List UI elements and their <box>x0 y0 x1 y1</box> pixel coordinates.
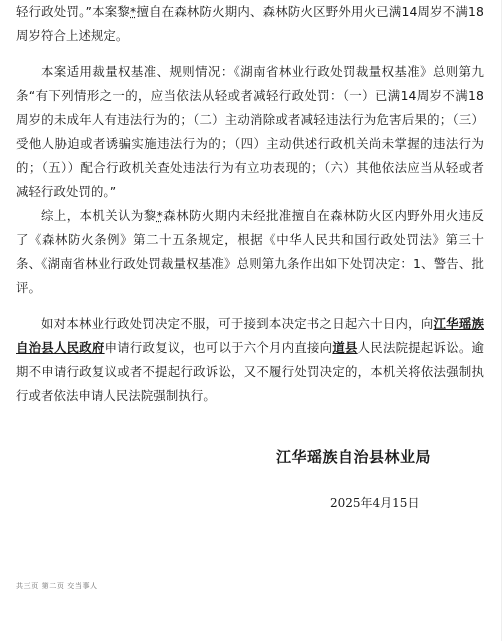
government-name: 江华瑶族自治县人民政府 <box>16 316 484 355</box>
court-name: 道县 <box>332 340 358 355</box>
issue-date: 2025年4月15日 <box>330 496 420 510</box>
paragraph-1-text-a: 轻行政处罚。”本案黎 <box>16 4 131 19</box>
paragraph-3-text-b: 森林防火期内未经批准擅自在森林防火区内野外用火违反了《森林防火条例》第二十五条规定，根据《中华人民共和国行政处罚法》第三十条、《湖南省林业行政处罚裁量权基准》总则第九条作出如下处罚决定：1、警告、批评。 <box>16 208 485 295</box>
document-body <box>16 0 484 408</box>
paragraph-3 <box>16 204 484 300</box>
paragraph-4-text-c: 人民法院提起诉讼。逾期不申请行政复议或者不提起行政诉讼，又不履行处罚决定的，本机关将依法强制执行或者依法申请人民法院强制执行。 <box>16 340 485 403</box>
paragraph-4 <box>16 312 484 408</box>
paragraph-4-text-b: 申请行政复议，也可以于六个月内直接向 <box>104 340 333 355</box>
paragraph-2: 本案适用裁量权基准、规则情况：《湖南省林业行政处罚裁量权基准》总则第九条“有下列情形之一的，应当依法从轻或者减轻行政处罚：（一）已满14周岁不满18周岁的未成年人有违法行为的；（二）主动消除或者减轻违法行为危害后果的；（三）受他人胁迫或者诱骗实施违法行为的；（四）主动供述行政机关尚未掌握的违法行为的；（五））配合行政机关查处违法行为有立功表现的；（六）其他依法应当从轻或者减轻行政处罚的。” <box>16 64 484 199</box>
paragraph-1 <box>16 0 484 48</box>
issuing-authority: 江华瑶族自治县林业局 <box>276 448 432 466</box>
redacted-name-mark: * <box>130 4 137 19</box>
page-footer: 共三页 第二页 交当事人 <box>16 582 98 590</box>
paragraph-1-text-b: 擅自在森林防火期内、森林防火区野外用火已满14周岁不满18周岁符合上述规定。 <box>16 4 484 43</box>
paragraph-4-text-a: 如对本林业行政处罚决定不服，可于接到本决定书之日起六十日内，向 <box>41 316 434 331</box>
paragraph-3-text-a: 综上，本机关认为黎 <box>41 208 157 223</box>
paragraph-gap <box>16 300 484 312</box>
redacted-name-mark: * <box>156 208 163 223</box>
paragraph-gap <box>16 48 484 60</box>
